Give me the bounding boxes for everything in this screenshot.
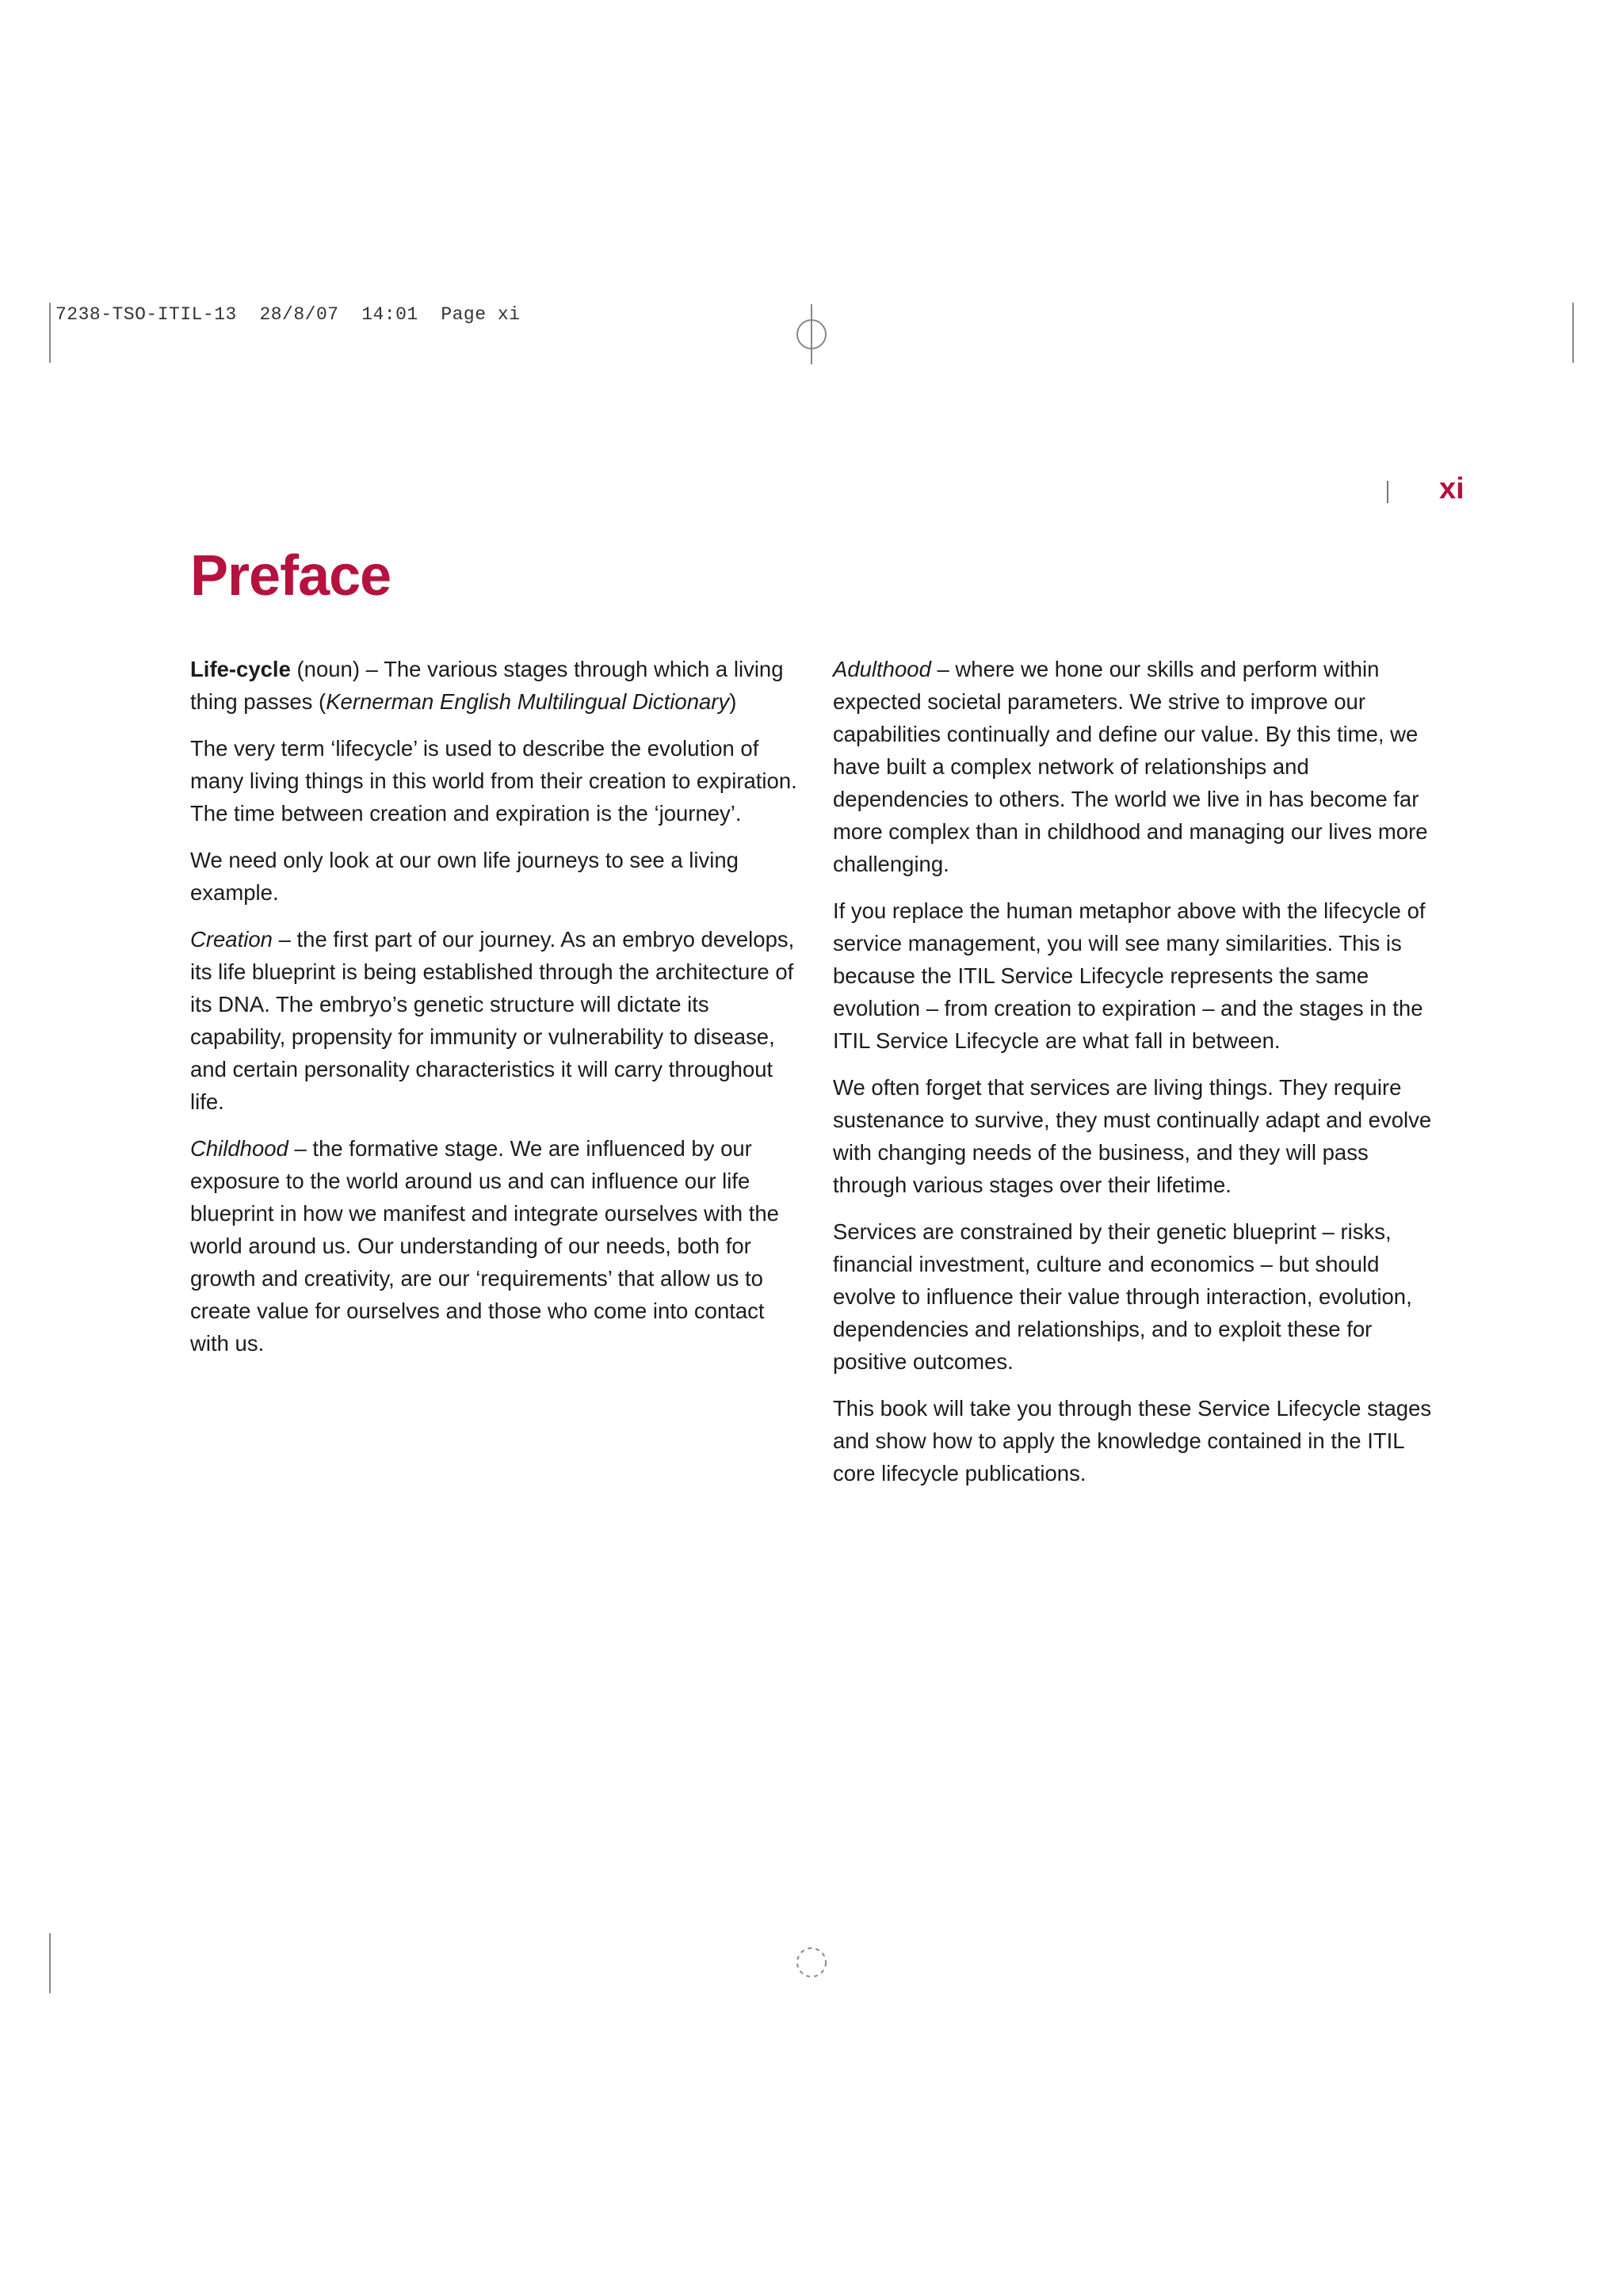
- page-number: xi: [1439, 472, 1465, 505]
- childhood-text: – the formative stage. We are influenced by our exposure to the world around us and can influence our life blueprint in how we manifest and integrate ourselves with the world around us. Our understanding of our needs, both for growth and creativity, are our ‘requirements’ that allow us to create value for ourselves and those who come into contact with us.: [190, 1136, 779, 1356]
- crop-mark-bottom-left: [49, 1933, 51, 1993]
- adulthood-text: – where we hone our skills and perform within expected societal parameters. We strive to improve our capabilities continually and define our value. By this time, we have built a complex network of relationships and dependencies to others. The world we live in has become far more complex than in childhood and managing our lives more challenging.: [833, 657, 1428, 876]
- right-column: [833, 653, 1435, 1504]
- folio-divider: [1387, 481, 1388, 503]
- journeys-paragraph: We need only look at our own life journeys to see a living example.: [190, 848, 739, 905]
- metaphor-paragraph: If you replace the human metaphor above with the lifecycle of service management, you will see many similarities. This is because the ITIL Service Lifecycle represents the same evolution – from creation to expiration – and the stages in the ITIL Service Lifecycle are what fall in between.: [833, 898, 1426, 1053]
- page-title: Preface: [190, 544, 391, 608]
- registration-mark-top-icon: [794, 304, 829, 364]
- printer-slug: [55, 304, 520, 325]
- slug-job: 7238-TSO-ITIL-13: [55, 304, 237, 325]
- crop-mark-top-left: [49, 303, 51, 363]
- creation-term: Creation: [190, 927, 273, 952]
- adulthood-term: Adulthood: [833, 657, 931, 681]
- left-column: [190, 653, 804, 1374]
- childhood-paragraph: [190, 1132, 804, 1360]
- slug-date: 28/8/07: [259, 304, 339, 325]
- definition-term: Life-cycle: [190, 657, 291, 681]
- constraints-paragraph: Services are constrained by their genetic blueprint – risks, financial investment, culture and economics – but should evolve to influence their value through interaction, evolution, dependencies and relationships, and to exploit these for positive outcomes.: [833, 1219, 1412, 1374]
- slug-page: Page xi: [441, 304, 521, 325]
- creation-text: – the first part of our journey. As an embryo develops, its life blueprint is being established through the architecture of its DNA. The embryo’s genetic structure will dictate its capability, propensity for immunity or vulnerability to disease, and certain personality characteristics it will carry throughout life.: [190, 927, 795, 1114]
- creation-paragraph: [190, 923, 804, 1118]
- crop-mark-top-right: [1572, 303, 1574, 363]
- adulthood-paragraph: [833, 653, 1435, 880]
- definition-source: Kernerman English Multilingual Dictionary: [326, 689, 730, 714]
- book-purpose-paragraph: This book will take you through these Service Lifecycle stages and show how to apply the knowledge contained in the ITIL core lifecycle publications.: [833, 1396, 1432, 1486]
- definition-close: ): [729, 689, 737, 714]
- lifecycle-paragraph: The very term ‘lifecycle’ is used to describe the evolution of many living things in this world from their creation to expiration. The time between creation and expiration is the ‘journey’.: [190, 736, 797, 826]
- definition-paragraph: [190, 653, 804, 718]
- definition-text: (noun) – The various stages through which a living thing passes (: [190, 657, 784, 714]
- registration-mark-bottom-icon: [794, 1945, 829, 1980]
- childhood-term: Childhood: [190, 1136, 288, 1161]
- living-services-paragraph: We often forget that services are living things. They require sustenance to survive, they must continually adapt and evolve with changing needs of the business, and they will pass through various stages over their lifetime.: [833, 1075, 1432, 1197]
- slug-time: 14:01: [361, 304, 418, 325]
